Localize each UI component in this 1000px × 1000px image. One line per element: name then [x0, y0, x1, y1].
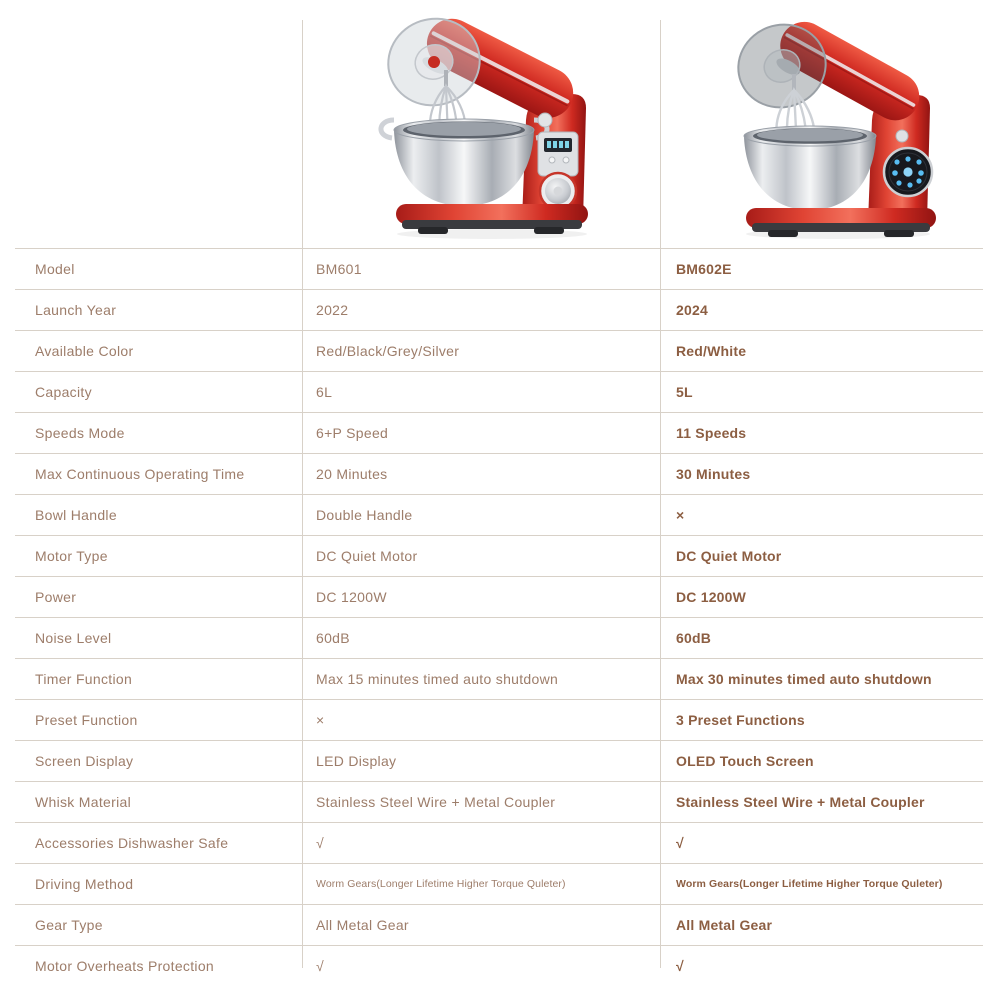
bm601-value: DC 1200W — [316, 589, 387, 605]
table-row — [15, 863, 983, 904]
bm602e-value: Red/White — [676, 343, 747, 359]
bm601-value: 6L — [316, 384, 333, 400]
bm601-product-image — [352, 10, 608, 242]
spec-label: Gear Type — [35, 917, 103, 933]
spec-label: Motor Overheats Protection — [35, 958, 214, 974]
bm602e-value: × — [676, 507, 685, 523]
bm602e-value: DC 1200W — [676, 589, 747, 605]
bm601-value: DC Quiet Motor — [316, 548, 418, 564]
bm602e-value: 5L — [676, 384, 693, 400]
table-row — [15, 904, 983, 945]
table-row — [15, 412, 983, 453]
bm602e-value: √ — [676, 835, 684, 851]
bm602e-value: BM602E — [676, 261, 732, 277]
spec-label: Whisk Material — [35, 794, 131, 810]
spec-label: Timer Function — [35, 671, 133, 687]
table-row — [15, 945, 983, 986]
bm601-value: Max 15 minutes timed auto shutdown — [316, 671, 559, 687]
tilt-release-button — [538, 113, 552, 127]
table-row — [15, 617, 983, 658]
spec-label: Driving Method — [35, 876, 134, 892]
bm601-value: Stainless Steel Wire + Metal Coupler — [316, 794, 556, 810]
spec-label: Model — [35, 261, 75, 277]
panel-button — [563, 157, 569, 163]
spec-label: Launch Year — [35, 302, 117, 318]
bm602e-value: Max 30 minutes timed auto shutdown — [676, 671, 932, 687]
table-row — [15, 494, 983, 535]
table-row — [15, 330, 983, 371]
table-row — [15, 658, 983, 699]
mixing-bowl — [381, 119, 547, 206]
table-row — [15, 248, 983, 289]
bm602e-value: Stainless Steel Wire + Metal Coupler — [676, 794, 925, 810]
spec-label: Screen Display — [35, 753, 134, 769]
table-row — [15, 535, 983, 576]
bm602e-value: √ — [676, 958, 684, 974]
bm602e-value: OLED Touch Screen — [676, 753, 814, 769]
bm601-value: √ — [316, 958, 324, 974]
bm601-value: 2022 — [316, 302, 349, 318]
bowl-handle-left — [381, 120, 394, 138]
spec-label: Preset Function — [35, 712, 138, 728]
spec-label: Power — [35, 589, 77, 605]
bm602e-value: 60dB — [676, 630, 712, 646]
bm601-value: LED Display — [316, 753, 397, 769]
spec-label: Capacity — [35, 384, 92, 400]
bm602e-product-image — [706, 18, 948, 242]
table-row — [15, 371, 983, 412]
bm602e-value: 2024 — [676, 302, 708, 318]
spec-label: Motor Type — [35, 548, 108, 564]
bm601-value: Red/Black/Grey/Silver — [316, 343, 460, 359]
table-row — [15, 822, 983, 863]
comparison-table — [15, 248, 983, 986]
bm602e-value: Worm Gears(Longer Lifetime Higher Torque Quleter) — [676, 878, 943, 890]
bm602e-value: DC Quiet Motor — [676, 548, 782, 564]
bm601-value: 60dB — [316, 630, 350, 646]
bm601-value: × — [316, 712, 325, 728]
bm601-value: 6+P Speed — [316, 425, 389, 441]
bm601-value: Double Handle — [316, 507, 413, 523]
table-row — [15, 289, 983, 330]
table-row — [15, 781, 983, 822]
table-row — [15, 699, 983, 740]
spec-label: Bowl Handle — [35, 507, 117, 523]
table-row — [15, 740, 983, 781]
bm601-value: Worm Gears(Longer Lifetime Higher Torque Quleter) — [316, 878, 566, 890]
bm601-value: 20 Minutes — [316, 466, 388, 482]
spec-label: Max Continuous Operating Time — [35, 466, 245, 482]
bm601-value: All Metal Gear — [316, 917, 409, 933]
comparison-table-body — [15, 248, 983, 986]
table-row — [15, 576, 983, 617]
bm601-value: BM601 — [316, 261, 362, 277]
spec-label: Accessories Dishwasher Safe — [35, 835, 229, 851]
bm601-value: √ — [316, 835, 324, 851]
spec-label: Available Color — [35, 343, 134, 359]
spec-label: Speeds Mode — [35, 425, 125, 441]
bm602e-value: All Metal Gear — [676, 917, 773, 933]
spec-label: Noise Level — [35, 630, 112, 646]
tilt-release-button — [896, 130, 908, 142]
splash-guard-lid — [377, 10, 491, 117]
bm602e-value: 30 Minutes — [676, 466, 751, 482]
bm602e-value: 3 Preset Functions — [676, 712, 805, 728]
table-row — [15, 453, 983, 494]
panel-button — [549, 157, 555, 163]
mixing-bowl — [744, 126, 876, 210]
bm602e-value: 11 Speeds — [676, 425, 747, 441]
